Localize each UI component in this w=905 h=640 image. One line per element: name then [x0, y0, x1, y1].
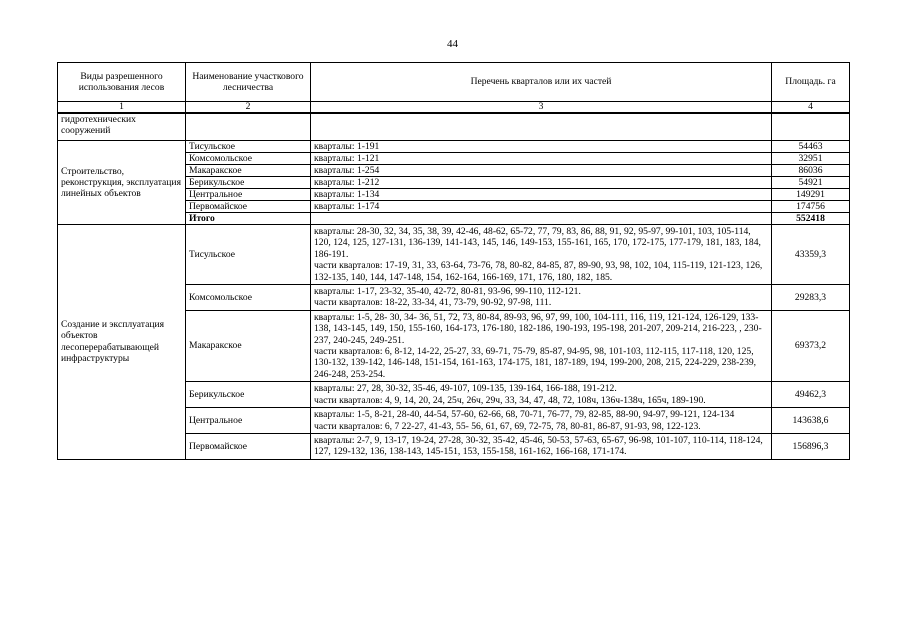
area-cell: 174756 — [772, 201, 850, 213]
use-type-cell: Строительство, реконструкция, эксплуатация линейных объектов — [58, 141, 186, 225]
page-number: 44 — [447, 38, 458, 50]
forestry-cell: Центральное — [186, 189, 311, 201]
quarters-cell: кварталы: 1-174 — [311, 201, 772, 213]
column-number: 4 — [772, 102, 850, 114]
header-quarters: Перечень кварталов или их частей — [311, 63, 772, 102]
area-cell: 54463 — [772, 141, 850, 153]
quarters-cell — [311, 408, 772, 434]
header-row — [58, 63, 850, 102]
column-number: 2 — [186, 102, 311, 114]
quarters-text: кварталы: 1-5, 28- 30, 34- 36, 51, 72, 73, 80-84, 89-93, 96, 97, 99, 100, 104-111, 116, 119, 121-124, 126-129, 133-138, 143-145, 149, 150, 155-160, 164-173, 176-180, 182-186, 190-193, 195-198, 201-207, 209-214, 216-223, , 230-237, 240-245, 249-251. — [314, 311, 762, 346]
total-label: Итого — [186, 213, 311, 225]
quarters-cell: кварталы: 1-254 — [311, 165, 772, 177]
area-cell: 156896,3 — [772, 433, 850, 459]
forestry-cell: Берикульское — [186, 177, 311, 189]
quarters-cell — [311, 213, 772, 225]
column-number: 3 — [311, 102, 772, 114]
table-row — [58, 113, 850, 141]
area-cell: 54921 — [772, 177, 850, 189]
area-cell: 32951 — [772, 153, 850, 165]
forest-use-table — [57, 62, 850, 460]
forestry-cell: Макаракское — [186, 165, 311, 177]
quarters-cell: кварталы: 1-121 — [311, 153, 772, 165]
area-cell: 49462,3 — [772, 382, 850, 408]
forestry-cell: Комсомольское — [186, 153, 311, 165]
forestry-cell: Первомайское — [186, 201, 311, 213]
quarters-cell — [311, 113, 772, 141]
quarters-cell — [311, 225, 772, 285]
quarter-parts-text: части кварталов: 17-19, 31, 33, 63-64, 73-76, 78, 80-82, 84-85, 87, 89-90, 93, 98, 102, 104, 115-119, 121-123, 126, 132-135, 140, 144, 147-148, 154, 162-164, 166-169, 171, 176, 180, 182, 185. — [314, 260, 763, 283]
quarters-text: кварталы: 1-5, 8-21, 28-40, 44-54, 57-60, 62-66, 68, 70-71, 76-77, 79, 82-85, 88-90, 94-97, 99-121, 124-134 — [314, 409, 735, 421]
header-area: Площадь. га — [772, 63, 850, 102]
column-numbers-row — [58, 102, 850, 114]
quarters-cell — [311, 310, 772, 381]
forestry-cell: Макаракское — [186, 310, 311, 381]
header-use-type: Виды разрешенного использования лесов — [58, 63, 186, 102]
table-row — [58, 225, 850, 285]
forestry-cell: Тисульское — [186, 141, 311, 153]
forestry-cell — [186, 113, 311, 141]
quarters-cell: кварталы: 1-134 — [311, 189, 772, 201]
forestry-cell: Центральное — [186, 408, 311, 434]
quarters-text: кварталы: 2-7, 9, 13-17, 19-24, 27-28, 30-32, 35-42, 45-46, 50-53, 57-63, 65-67, 96-98, 101-107, 110-114, 118-124, 127, 129-132, 136, 138-143, 145-151, 153, 155-158, 161-162, 166-168, 171-174. — [314, 434, 763, 458]
table-row — [58, 141, 850, 153]
area-cell: 149291 — [772, 189, 850, 201]
header-forestry: Наименование участкового лесничества — [186, 63, 311, 102]
forestry-cell: Тисульское — [186, 225, 311, 285]
area-cell: 43359,3 — [772, 225, 850, 285]
quarter-parts-text: части кварталов: 4, 9, 14, 20, 24, 25ч, 26ч, 29ч, 33, 34, 47, 48, 72, 108ч, 136ч-138ч, 165ч, 189-190. — [314, 394, 706, 406]
area-cell: 29283,3 — [772, 285, 850, 311]
quarters-cell — [311, 382, 772, 408]
use-type-cell: гидротехнических сооружений — [58, 113, 186, 141]
quarters-text: кварталы: 1-17, 23-32, 35-40, 42-72, 80-81, 93-96, 99-110, 112-121. — [314, 286, 581, 298]
area-cell: 69373,2 — [772, 310, 850, 381]
quarter-parts-text: части кварталов: 6, 8-12, 14-22, 25-27, 33, 69-71, 75-79, 85-87, 94-95, 98, 101-103, 112-115, 117-118, 120, 125, 130-132, 139-142, 146-148, 151-154, 161-163, 174-175, 181, 187-189, 194, 199-200, 208, 215, 224-229, 238-239, 246-248, 253-254. — [314, 346, 757, 380]
quarters-cell — [311, 285, 772, 311]
quarter-parts-text: части кварталов: 18-22, 33-34, 41, 73-79, 90-92, 97-98, 111. — [314, 297, 552, 309]
quarters-text: кварталы: 27, 28, 30-32, 35-46, 49-107, 109-135, 139-164, 166-188, 191-212. — [314, 383, 617, 395]
quarters-cell — [311, 433, 772, 459]
area-cell — [772, 113, 850, 141]
area-cell: 86036 — [772, 165, 850, 177]
quarters-cell: кварталы: 1-212 — [311, 177, 772, 189]
area-cell: 143638,6 — [772, 408, 850, 434]
forestry-cell: Берикульское — [186, 382, 311, 408]
forestry-cell: Первомайское — [186, 433, 311, 459]
quarters-text: кварталы: 28-30, 32, 34, 35, 38, 39, 42-46, 48-62, 65-72, 77, 79, 83, 86, 88, 91, 92, 95-97, 99-101, 103, 105-114, 120, 124, 125, 127-131, 136-139, 141-143, 145, 146, 149-153, 155-161, 165, 170, 172-175, 177-179, 181, 183, 184, 186-191. — [314, 226, 761, 260]
total-area: 552418 — [772, 213, 850, 225]
column-number: 1 — [58, 102, 186, 114]
quarter-parts-text: части кварталов: 6, 7 22-27, 41-43, 55- 56, 61, 67, 69, 72-75, 78, 80-81, 86-87, 91-93, 98, 122-123. — [314, 420, 701, 432]
quarters-cell: кварталы: 1-191 — [311, 141, 772, 153]
forestry-cell: Комсомольское — [186, 285, 311, 311]
use-type-cell: Создание и эксплуатация объектов лесоперерабатывающей инфраструктуры — [58, 225, 186, 460]
